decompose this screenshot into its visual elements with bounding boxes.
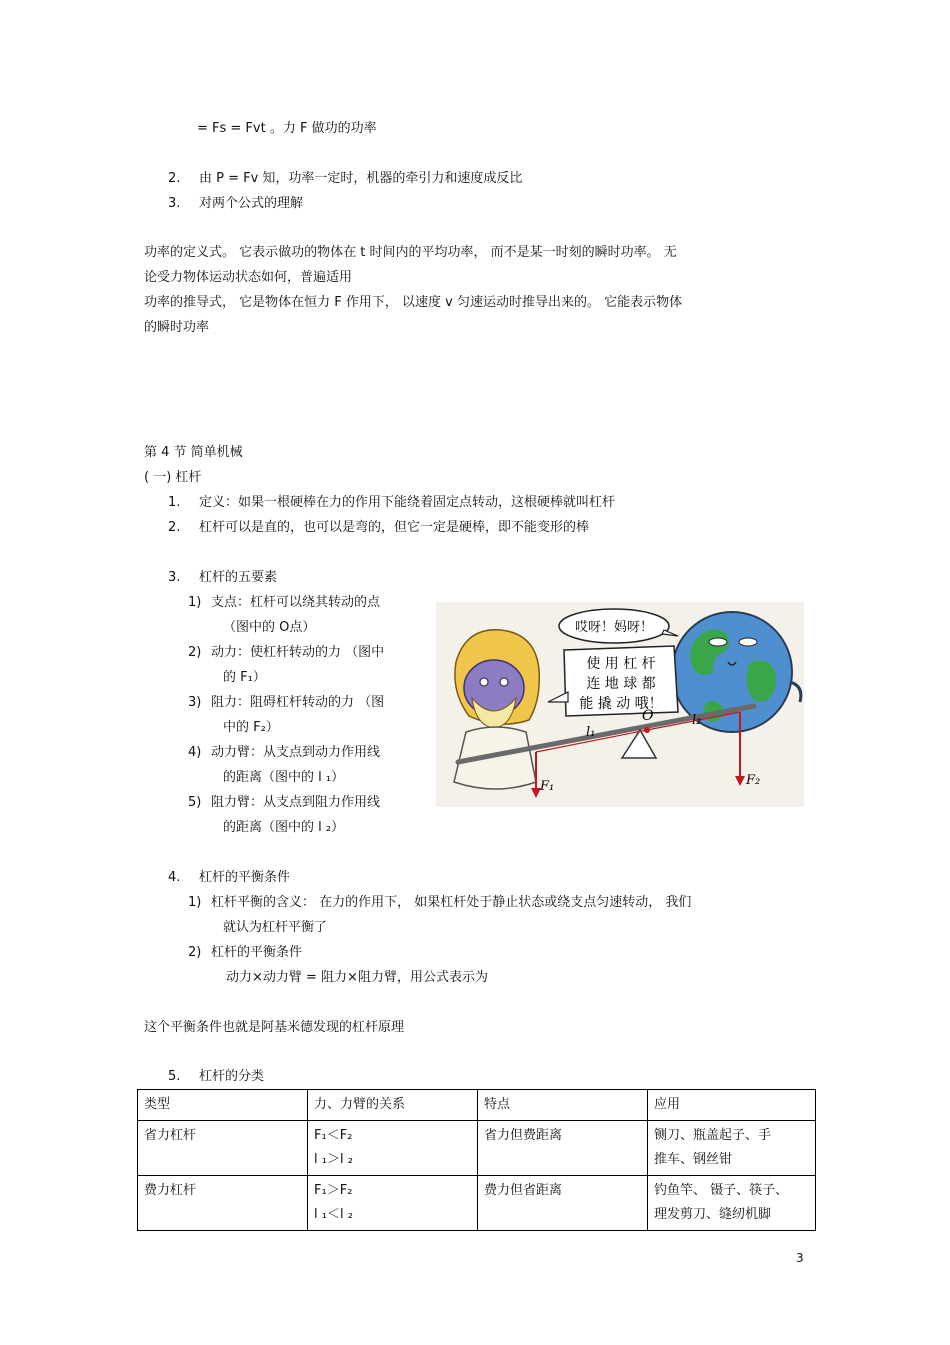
item-number: 1. [168,495,181,510]
table-row [138,1121,816,1176]
table-header-cell: 特点 [478,1090,648,1121]
table-cell-relation [308,1121,478,1176]
element-number: 5) [188,795,202,810]
application-line: 理发剪刀、缝纫机脚 [654,1207,772,1222]
resistance-text: 阻力：阻碍杠杆转动的力 （图 [211,695,385,710]
balance-meaning: 杠杆平衡的含义： 在力的作用下， 如果杠杆处于静止状态或绕支点匀速转动， 我们 [211,895,692,910]
speech-bubble-claim [548,646,678,716]
derived-paragraph-cont: 的瞬时功率 [144,320,210,335]
table-header-cell: 力、力臂的关系 [308,1090,478,1121]
effort-text-cont: 的 F₁） [223,670,266,685]
table-row [138,1176,816,1231]
subsection-title: ( 一) 杠杆 [144,470,202,485]
lever-shape-note: 杠杆可以是直的，也可以是弯的，但它一定是硬棒，即不能变形的棒 [199,520,590,535]
bubble-claim-line3: 能 撬 动 哦！ [579,696,663,712]
relation-force: F₁＞F₂ [314,1183,353,1198]
table-cell-feature: 费力但省距离 [478,1176,648,1231]
item-number: 3. [168,196,181,211]
table-cell-application [648,1121,816,1176]
lever-classification-table [137,1089,816,1231]
bubble-claim-line1: 使 用 杠 杆 [586,656,656,672]
table-cell-type: 省力杠杆 [138,1121,308,1176]
application-line: 铡刀、瓶盖起子、手 [654,1128,772,1143]
table-header-row [138,1090,816,1121]
formula-understanding-text: 对两个公式的理解 [199,196,304,211]
resistance-text-cont: 中的 F₂） [223,720,279,735]
table-header-cell: 应用 [648,1090,816,1121]
table-cell-relation [308,1176,478,1231]
section-title: 第 4 节 简单机械 [144,445,243,460]
balance-meaning-cont: 就认为杠杆平衡了 [223,920,328,935]
element-number: 1) [188,895,202,910]
fulcrum-text: 支点：杠杆可以绕其转动的点 [211,595,381,610]
derived-paragraph: 功率的推导式， 它是物体在恒力 F 作用下， 以速度 v 匀速运动时推导出来的。 它能表示物体 [144,295,683,310]
table-header-cell: 类型 [138,1090,308,1121]
relation-force: F₁＜F₂ [314,1128,353,1143]
effort-text: 动力：使杠杆转动的力 （图中 [211,645,385,660]
relation-arm: l ₁＞l ₂ [314,1152,353,1167]
element-number: 3) [188,695,202,710]
item-number: 2. [168,171,181,186]
resistance-arm-text: 阻力臂：从支点到阻力作用线 [211,795,381,810]
table-cell-type: 费力杠杆 [138,1176,308,1231]
resistance-arm-text-cont: 的距离（图中的 l ₂） [223,820,345,835]
archimedes-character [454,630,539,789]
element-number: 2) [188,945,202,960]
lever-illustration [436,602,804,807]
application-line: 钓鱼竿、 镊子、筷子、 [654,1183,789,1198]
balance-condition: 杠杆的平衡条件 [211,945,303,960]
bubble-exclaim-text: 哎呀！妈呀！ [574,620,654,635]
lever-definition: 定义：如果一根硬棒在力的作用下能绕着固定点转动，这根硬棒就叫杠杆 [199,495,616,510]
label-fulcrum: O [642,708,654,724]
power-inverse-text: 由 P = Fv 知，功率一定时，机器的牵引力和速度成反比 [199,171,523,186]
item-number: 3. [168,570,181,585]
page-number: 3 [796,1251,804,1265]
application-line: 推车、钢丝钳 [654,1152,733,1167]
element-number: 1) [188,595,202,610]
label-l2: l₂ [692,713,702,728]
element-number: 4) [188,745,202,760]
balance-heading: 杠杆的平衡条件 [199,870,291,885]
definition-paragraph: 功率的定义式。 它表示做功的物体在 t 时间内的平均功率， 而不是某一时刻的瞬时功率。 无 [144,245,677,260]
balance-formula: 动力×动力臂 = 阻力×阻力臂，用公式表示为 [226,970,488,985]
label-l1: l₁ [586,725,596,740]
table-cell-application [648,1176,816,1231]
definition-paragraph-cont: 论受力物体运动状态如何，普遍适用 [144,270,353,285]
item-number: 5. [168,1069,181,1084]
five-elements-heading: 杠杆的五要素 [199,570,278,585]
fulcrum-text-cont: （图中的 O点） [223,620,316,635]
effort-arm-text-cont: 的距离（图中的 l ₁） [223,770,345,785]
label-F2: F₂ [746,773,761,788]
item-number: 2. [168,520,181,535]
relation-arm: l ₁＜l ₂ [314,1207,353,1222]
archimedes-note: 这个平衡条件也就是阿基米德发现的杠杆原理 [144,1020,405,1035]
formula-line: = Fs = Fvt 。力 F 做功的功率 [197,121,377,136]
table-cell-feature: 省力但费距离 [478,1121,648,1176]
classification-heading: 杠杆的分类 [199,1069,265,1084]
bubble-claim-line2: 连 地 球 都 [586,676,656,692]
label-F1: F₁ [540,779,555,794]
effort-arm-text: 动力臂：从支点到动力作用线 [211,745,381,760]
item-number: 4. [168,870,181,885]
element-number: 2) [188,645,202,660]
